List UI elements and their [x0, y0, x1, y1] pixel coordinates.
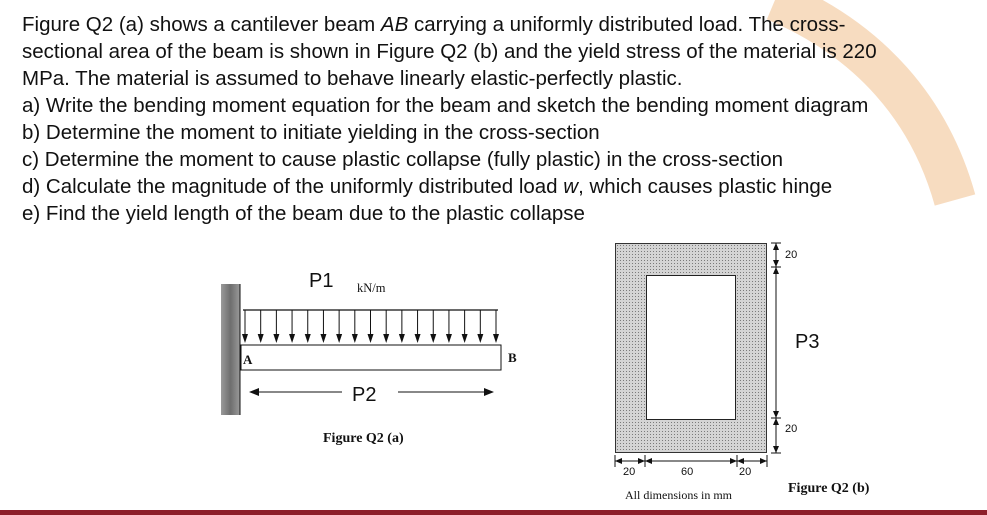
end-label-b: B [508, 350, 517, 365]
bottom-bar [0, 510, 987, 515]
right-wall-dim: 20 [739, 466, 752, 478]
figure-a-caption: Figure Q2 (a) [323, 431, 404, 446]
intro-line: Figure Q2 (a) shows a cantilever beam AB carrying a uniformly distributed load. The cross- [22, 13, 846, 36]
units-note: All dimensions in mm [625, 488, 733, 502]
part-a: a) Write the bending moment equation for the beam and sketch the bending moment diagram [22, 94, 869, 117]
part-e: e) Find the yield length of the beam due to the plastic collapse [22, 202, 585, 225]
left-wall-dim: 20 [623, 466, 636, 478]
figure-b-caption: Figure Q2 (b) [788, 481, 870, 496]
length-value: P2 [352, 384, 377, 406]
bottom-flange-dim: 20 [785, 423, 798, 435]
load-symbol: w [563, 175, 579, 198]
height-value: P3 [795, 331, 820, 353]
part-b: b) Determine the moment to initiate yielding in the cross-section [22, 121, 600, 144]
load-value: P1 [309, 270, 334, 292]
beam-name: AB [380, 13, 409, 36]
hollow-width-dim: 60 [681, 466, 694, 478]
part-c: c) Determine the moment to cause plastic collapse (fully plastic) in the cross-section [22, 148, 784, 171]
top-flange-dim: 20 [785, 249, 798, 261]
intro-line-3: MPa. The material is assumed to behave linearly elastic-perfectly plastic. [22, 67, 683, 90]
part-d: d) Calculate the magnitude of the uniformly distributed load w, which causes plastic hinge [22, 175, 833, 198]
support-label-a: A [243, 352, 253, 367]
intro-line-2: sectional area of the beam is shown in Figure Q2 (b) and the yield stress of the material is 220 [22, 40, 877, 63]
load-unit: kN/m [357, 281, 386, 295]
